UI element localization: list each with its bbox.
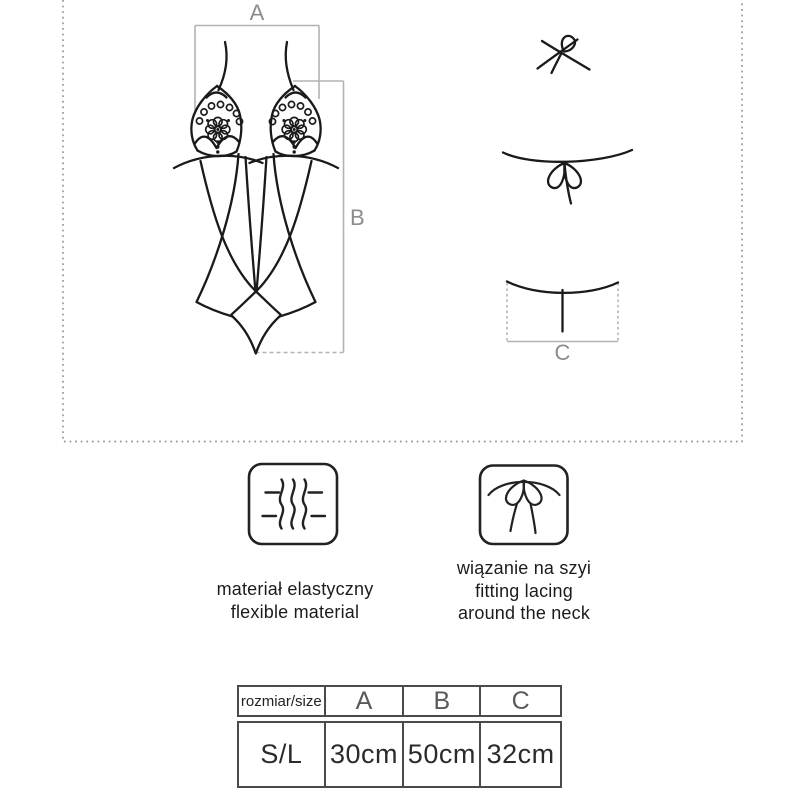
dashed-frame	[63, 0, 742, 442]
caption-line: around the neck	[457, 603, 591, 623]
elastic-material-icon	[246, 461, 340, 547]
halter-strap-right	[286, 42, 294, 90]
size-value: S/L	[239, 723, 326, 786]
bodysuit-drawing	[174, 42, 338, 354]
measure-label-b: B	[350, 205, 365, 230]
neck-knot-detail	[538, 36, 590, 73]
measure-bracket-a	[195, 26, 319, 112]
size-table-col-a: A	[326, 687, 405, 715]
measure-a-value: 30cm	[326, 723, 405, 786]
caption-line: materiał elastyczny	[216, 579, 374, 599]
neckline-bow-detail	[503, 150, 632, 204]
caption-line: flexible material	[230, 601, 360, 622]
halter-strap-left	[219, 42, 227, 90]
size-table-header	[237, 685, 562, 717]
size-table-col-b: B	[404, 687, 481, 715]
caption-line: fitting lacing	[475, 580, 573, 601]
size-table-header-label: rozmiar/size	[239, 687, 326, 715]
measure-b-value: 50cm	[404, 723, 481, 786]
size-table-row	[237, 721, 562, 788]
neck-lacing-icon	[476, 461, 570, 547]
measure-c-value: 32cm	[486, 739, 555, 769]
measure-label-c: C	[554, 340, 571, 365]
measure-label-a: A	[249, 0, 265, 25]
feature-caption-elastic	[210, 578, 380, 623]
bottom-piece-detail	[507, 282, 618, 332]
feature-caption-lacing	[438, 557, 610, 625]
caption-line: wiązanie na szyi	[456, 558, 592, 578]
size-table-col-c: C	[511, 686, 530, 715]
